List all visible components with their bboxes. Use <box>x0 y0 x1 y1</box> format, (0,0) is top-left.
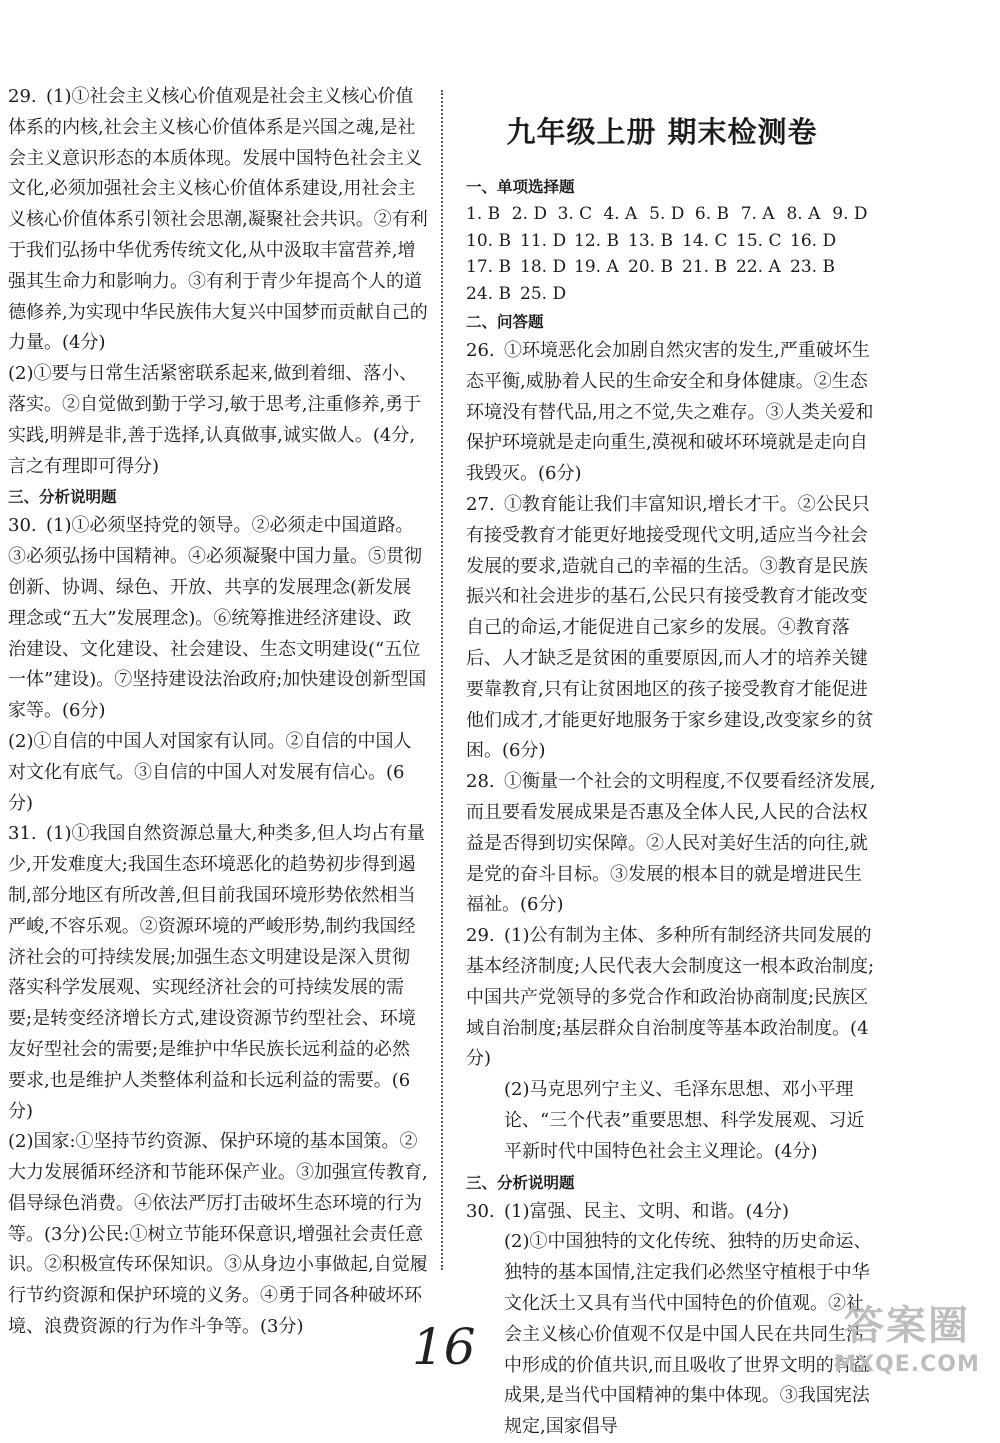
mc-answer: 9. D <box>832 204 868 224</box>
watermark-logo <box>818 1300 996 1378</box>
mc-answer: 6. B <box>694 204 730 224</box>
left-column <box>8 82 428 1343</box>
mc-answer: 8. A <box>786 204 821 224</box>
mc-answer: 17. B <box>466 257 511 277</box>
q27-number: 27. <box>466 493 495 515</box>
left-q29 <box>8 82 428 482</box>
column-divider <box>441 90 443 1270</box>
left-q30 <box>8 511 428 819</box>
q26-number: 26. <box>466 340 495 361</box>
mc-answer: 2. D <box>511 204 548 224</box>
q31-number: 31. <box>8 823 37 845</box>
mc-answer: 19. A <box>574 257 619 277</box>
mc-answer: 7. A <box>740 204 775 224</box>
mc-answer: 1. B <box>466 204 501 224</box>
rq29-part1: (1)公有制为主体、多种所有制经济共同发展的基本经济制度;人民代表大会制度这一根本政治制度;中国共产党领导的多党合作和政治协商制度;民族区域自治制度;基层群众自治制度等基本政治制度。(4分) <box>466 925 875 1070</box>
mc-answer: 16. D <box>790 230 837 251</box>
q29-number: 29. <box>8 86 37 107</box>
mc-answer: 15. C <box>736 230 782 251</box>
mc-row <box>466 281 878 308</box>
rq29-part2: (2)马克思列宁主义、毛泽东思想、邓小平理论、“三个代表”重要思想、科学发展观、习近平新时代中国特色社会主义理论。(4分) <box>504 1079 865 1162</box>
mc-answer: 25. D <box>520 283 567 304</box>
rq29-number: 29. <box>466 925 495 947</box>
right-q26 <box>466 336 878 490</box>
mc-answer: 12. B <box>574 230 619 251</box>
mc-answer: 18. D <box>520 257 567 277</box>
watermark-text: 答案圈 <box>844 1303 970 1349</box>
rq30-part1: (1)富强、民主、文明、和谐。(4分) <box>504 1200 789 1222</box>
mc-answer: 11. D <box>520 230 567 251</box>
page-number: 16 <box>412 1318 476 1376</box>
rq30-number: 30. <box>466 1200 495 1222</box>
right-q30 <box>466 1197 878 1228</box>
mc-answer: 5. D <box>649 204 685 224</box>
mc-answer: 22. A <box>736 257 781 277</box>
mc-answer: 14. C <box>682 230 728 251</box>
q29-part1: (1)①社会主义核心价值观是社会主义核心价值体系的内核,社会主义核心价值体系是兴国之魂,是社会主义意识形态的本质体现。发展中国特色社会主义文化,必须加强社会主义核心价值体系建设,用社会主义核心价值体系引领社会思潮,凝聚社会共识。②有利于我们弘扬中华优秀传统文化,从中汲取丰富营养,增强其生命力和影响力。③有利于青少年提高个人的道德修养,为实现中华民族伟大复兴中国梦而贡献自己的力量。(4分) <box>8 86 428 354</box>
right-section3-heading: 三、分析说明题 <box>466 1173 575 1192</box>
mc-answer: 13. B <box>628 230 673 251</box>
q30-part1: (1)①必须坚持党的领导。②必须走中国道路。③必须弘扬中国精神。④必须凝聚中国力量。⑤贯彻创新、协调、绿色、开放、共享的发展理念(新发展理念或“五大”发展理念)。⑥统筹推进经济建设、政治建设、文化建设、社会建设、生态文明建设(“五位一体”建设)。⑦坚持建设法治政府;加快建设创新型国家等。(6分) <box>8 515 427 722</box>
mc-answer: 3. C <box>557 204 593 224</box>
mc-row <box>466 228 878 255</box>
mc-row <box>466 201 878 228</box>
right-column <box>466 172 878 1443</box>
q30-part2: (2)①自信的中国人对国家有认同。②自信的中国人对文化有底气。③自信的中国人对发展有信心。(6分) <box>8 730 412 814</box>
right-q27 <box>466 490 878 767</box>
right-q29 <box>466 921 878 1075</box>
left-q31 <box>8 819 428 1343</box>
mc-answer: 21. B <box>682 257 727 277</box>
q31-part2: (2)国家:①坚持节约资源、保护环境的基本国策。②大力发展循环经济和节能环保产业。③加强宣传教育,倡导绿色消费。④依法严厉打击破坏生态环境的行为等。(3分)公民:①树立节能环保意识,增强社会责任意识。②积极宣传环保知识。③从身边小事做起,自觉履行节约资源和保护环境的义务。④勇于同各种破坏环境、浪费资源的行为作斗争等。(3分) <box>8 1131 428 1338</box>
page-title: 九年级上册 期末检测卷 <box>506 115 818 149</box>
q31-part1: (1)①我国自然资源总量大,种类多,但人均占有量少,开发难度大;我国生态环境恶化的趋势初步得到遏制,部分地区有所改善,但目前我国环境形势依然相当严峻,不容乐观。②资源环境的严峻形势,制约我国经济社会的可持续发展;加强生态文明建设是深入贯彻落实科学发展观、实现经济社会的可持续发展的需要;是转变经济增长方式,建设资源节约型社会、环境友好型社会的需要;是维护中华民族长远利益的必然要求,也是维护人类整体利益和长远利益的需要。(6分) <box>8 823 425 1122</box>
q28-text: ①衡量一个社会的文明程度,不仅要看经济发展,而且要看发展成果是否惠及全体人民,人民的合法权益是否得到切实保障。②人民对美好生活的向往,就是党的奋斗目标。③发展的根本目的就是增进民生福祉。(6分) <box>466 771 876 916</box>
q28-number: 28. <box>466 771 495 793</box>
mc-answer: 23. B <box>790 257 835 277</box>
mc-answers <box>466 201 878 307</box>
right-section2-heading: 二、问答题 <box>466 313 544 331</box>
left-section3-heading: 三、分析说明题 <box>8 488 117 507</box>
q27-text: ①教育能让我们丰富知识,增长才干。②公民只有接受教育才能更好地接受现代文明,适应当今社会发展的要求,造就自己的幸福的生活。③教育是民族振兴和社会进步的基石,公民只有接受教育才能改变自己的命运,才能促进自己家乡的发展。④教育落后、人才缺乏是贫困的重要原因,而人才的培养关键要靠教育,只有让贫困地区的孩子接受教育才能促进他们成才,才能更好地服务于家乡建设,改变家乡的贫困。(6分) <box>466 493 874 762</box>
mc-answer: 24. B <box>466 283 511 304</box>
right-q28 <box>466 767 878 921</box>
mc-answer: 20. B <box>628 257 673 277</box>
mc-row <box>466 254 878 281</box>
q30-number: 30. <box>8 515 37 537</box>
mc-answer: 4. A <box>603 204 638 224</box>
q29-part2: (2)①要与日常生活紧密联系起来,做到着细、落小、落实。②自觉做到勤于学习,敏于思考,注重修养,勇于实践,明辨是非,善于选择,认真做事,诚实做人。(4分,言之有理即可得分) <box>8 363 422 477</box>
q26-text: ①环境恶化会加剧自然灾害的发生,严重破坏生态平衡,威胁着人民的生命安全和身体健康。②生态环境没有替代品,用之不觉,失之难存。③人类关爱和保护环境就是走向重生,漠视和破坏环境就是走向自我毁灭。(6分) <box>466 340 874 485</box>
right-section1-heading: 一、单项选择题 <box>466 178 575 196</box>
watermark-url: MXQE.COM <box>834 1352 980 1377</box>
rq30-part2: (2)①中国独特的文化传统、独特的历史命运、独特的基本国情,注定我们必然坚守植根于中华文化沃土又具有当代中国特色的价值观。②社会主义核心价值观不仅是中国人民在共同生活中形成的价值共识,而且吸收了世界文明的有益成果,是当代中国精神的集中体现。③我国宪法规定,国家倡导 <box>504 1231 872 1438</box>
mc-answer: 10. B <box>466 230 511 251</box>
